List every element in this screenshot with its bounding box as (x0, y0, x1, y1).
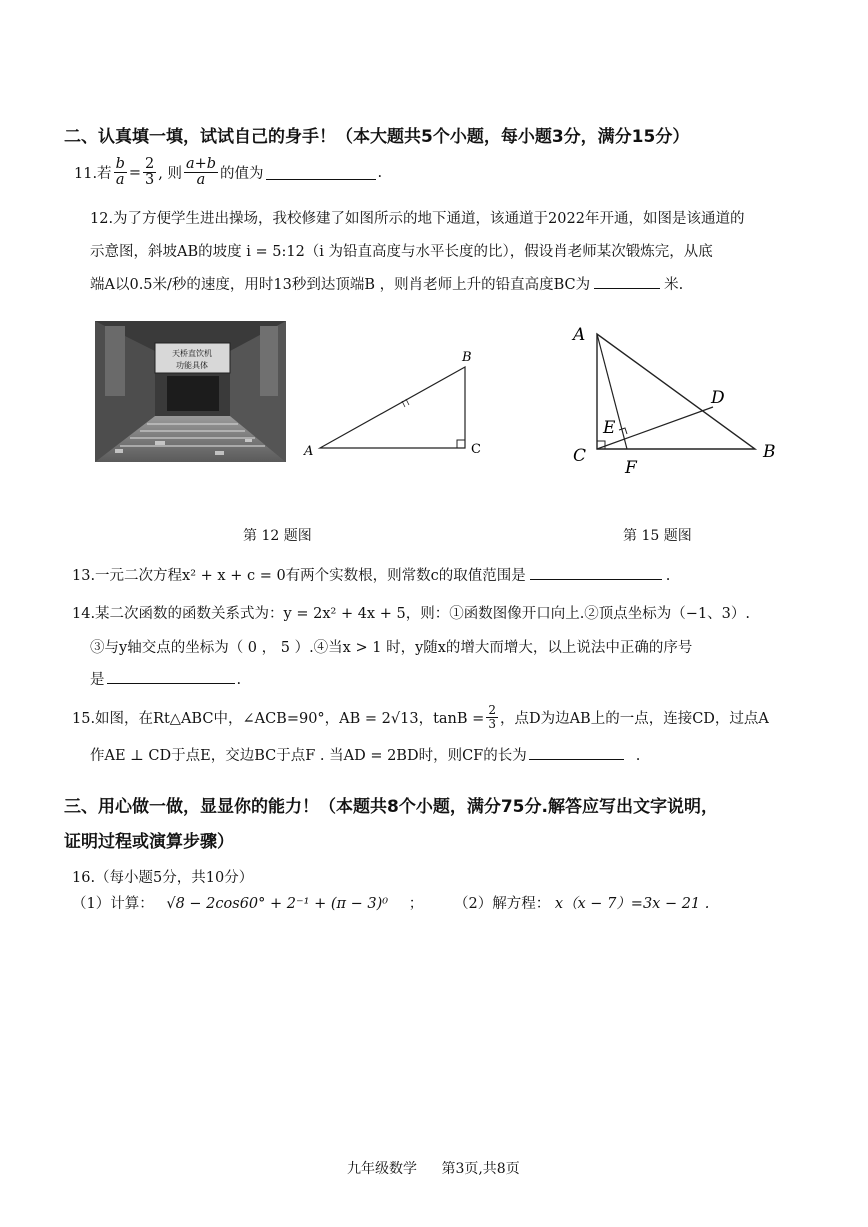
q11-fraction-3 (184, 157, 218, 188)
q11-suffix: 的值为 (220, 166, 264, 183)
q15-line-2-end: . (635, 748, 641, 764)
q15-answer-blank[interactable] (529, 745, 624, 760)
q16-part-1-expression: √8 − 2cos60° + 2⁻¹ + (π − 3)⁰ (166, 896, 389, 912)
q11-prefix: 11.若 (74, 166, 112, 183)
passage-photo (95, 321, 286, 462)
q11-frac3-den: a (196, 172, 206, 189)
fig15-label-d: D (711, 388, 725, 408)
question-13 (72, 564, 670, 585)
q15-line-1 (72, 704, 769, 730)
q15-line-1-rest: ，点D为边AB上的一点，连接CD，过点A (499, 710, 769, 727)
q15-line-1-text: 15.如图，在Rt△ABC中，∠ACB=90°，AB = 2√13，tanB = (72, 710, 485, 727)
q11-eq: = (128, 164, 142, 181)
fig15-label-e: E (603, 418, 616, 438)
q12-line-3 (90, 273, 683, 294)
caption-figure-12: 第 12 题图 (243, 528, 312, 544)
q11-frac3-num: a+b (185, 156, 217, 172)
q12-line-3-unit: 米. (664, 277, 684, 293)
q16-header: 16.（每小题5分，共10分） (72, 870, 254, 886)
q11-frac1-num: b (115, 156, 125, 172)
q11-fraction-2 (143, 157, 156, 188)
q13-answer-blank[interactable] (530, 565, 662, 580)
q12-line-3-text: 端A以0.5米/秒的速度，用时13秒到达顶端B ，则肖老师上升的铅直高度BC为 (90, 277, 591, 293)
q11-answer-blank[interactable] (266, 165, 376, 180)
q14-line-2: ③与y轴交点的坐标为（ 0 ， 5 ）.④当x > 1 时，y随x的增大而增大，以上说法中正确的序号 (90, 640, 693, 656)
caption-figure-15: 第 15 题图 (623, 528, 692, 544)
q13-text: 13.一元二次方程x² + x + c = 0有两个实数根，则常数c的取值范围是 (72, 568, 526, 584)
q13-end: . (665, 568, 671, 584)
section-3-heading-line-2: 证明过程或演算步骤） (64, 832, 234, 852)
q15-frac-den: 3 (488, 716, 496, 731)
fig12-label-a: A (304, 444, 314, 459)
fig15-label-a: A (573, 325, 586, 345)
question-11 (74, 157, 382, 188)
q15-line-2 (90, 744, 640, 765)
q11-mid: , 则 (158, 166, 182, 183)
q15-tan-fraction (486, 704, 498, 730)
page-footer (347, 1158, 520, 1178)
q11-frac1-den: a (115, 172, 125, 189)
fig12-label-c: C (471, 442, 481, 457)
q16-part-1 (72, 892, 423, 913)
figure-15-triangle (565, 317, 790, 482)
q12-line-1: 12.为了方便学生进出操场，我校修建了如图所示的地下通道，该通道于2022年开通，如图是该通道的 (90, 211, 745, 227)
fig15-label-f: F (625, 458, 637, 478)
footer-subject: 九年级数学 (347, 1161, 417, 1177)
q11-end: . (377, 164, 383, 181)
fig15-label-c: C (573, 446, 587, 466)
q12-answer-blank[interactable] (594, 274, 660, 289)
q14-line-3-prefix: 是 (90, 672, 105, 688)
figure-12-triangle (298, 345, 498, 465)
q11-frac2-num: 2 (145, 156, 155, 172)
q12-line-2: 示意图，斜坡AB的坡度 i = 5:12（i 为铅直高度与水平长度的比），假设肖老师某次锻炼完，从底 (90, 244, 713, 260)
q14-line-3-end: . (236, 672, 242, 688)
q11-fraction-1 (114, 157, 127, 188)
footer-page-number: 第3页,共8页 (441, 1161, 520, 1177)
section-2-heading: 二、认真填一填，试试自己的身手！（本大题共5个小题，每小题3分，满分15分） (64, 127, 690, 147)
q16-part-2 (454, 892, 709, 913)
section-3-heading-line-1: 三、用心做一做，显显你的能力！（本题共8个小题，满分75分.解答应写出文字说明， (64, 797, 718, 817)
fig15-label-b: B (763, 442, 776, 462)
q11-frac2-den: 3 (145, 172, 155, 189)
q14-line-1: 14.某二次函数的函数关系式为：y = 2x² + 4x + 5，则：①函数图像开口向上.②顶点坐标为（−1、3）. (72, 606, 751, 622)
q16-part-2-expression: x（x − 7）=3x − 21 . (554, 896, 710, 912)
q14-answer-blank[interactable] (107, 669, 235, 684)
q15-frac-num: 2 (488, 703, 496, 717)
q16-part-1-separator: ； (408, 896, 424, 912)
photo-sign-line-2: 功能具体 (176, 361, 208, 370)
q16-part-1-label: （1）计算： (72, 896, 154, 912)
photo-sign-line-1: 天桥直饮机 (172, 349, 212, 358)
q15-line-2-text: 作AE ⊥ CD于点E，交边BC于点F . 当AD = 2BD时，则CF的长为 (90, 748, 527, 764)
q14-line-3 (90, 668, 241, 689)
q16-part-2-label: （2）解方程： (454, 896, 551, 912)
fig12-label-b: B (462, 350, 472, 365)
